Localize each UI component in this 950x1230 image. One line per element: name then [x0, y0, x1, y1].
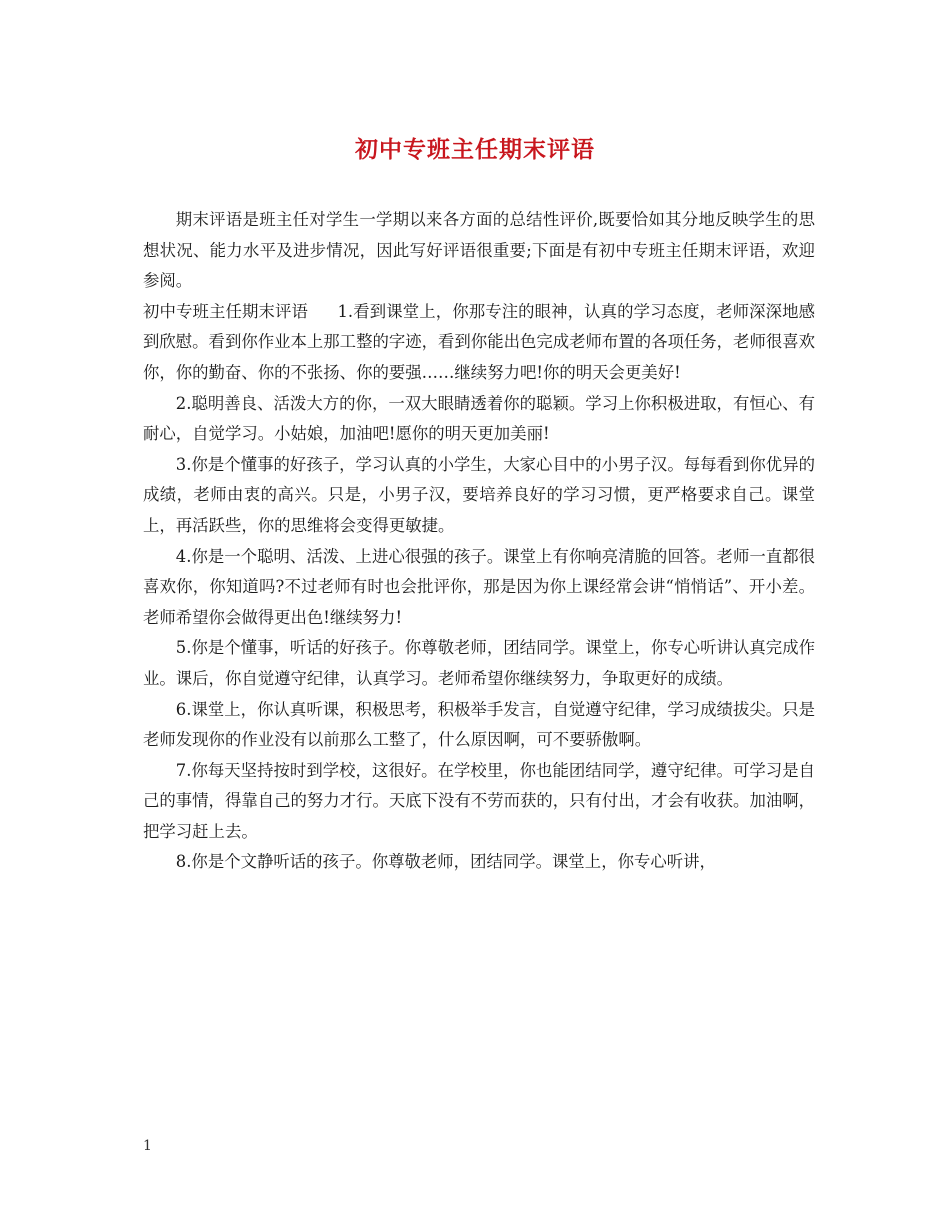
- comment-item-7: 7.你每天坚持按时到学校，这很好。在学校里，你也能团结同学，遵守纪律。可学习是自己的事情，得靠自己的努力才行。天底下没有不劳而获的，只有付出，才会有收获。加油啊，把学习赶上去。: [143, 760, 816, 841]
- comment-item-3: 3.你是个懂事的好孩子，学习认真的小学生，大家心目中的小男子汉。每每看到你优异的成绩，老师由衷的高兴。只是，小男子汉，要培养良好的学习习惯，更严格要求自己。课堂上，再活跃些，你的思维将会变得更敏捷。: [143, 454, 815, 535]
- comment-item-1: 1.看到课堂上，你那专注的眼神，认真的学习态度，老师深深地感到欣慰。看到你作业本上那工整的字迹，看到你能出色完成老师布置的各项任务，老师很喜欢你，你的勤奋、你的不张扬、你的要强……继续努力吧!你的明天会更美好!: [143, 301, 816, 382]
- first-comment-paragraph: [143, 297, 815, 389]
- document-title: 初中专班主任期末评语: [355, 136, 595, 163]
- comment-item-4: 4.你是一个聪明、活泼、上进心很强的孩子。课堂上有你响亮清脆的回答。老师一直都很喜欢你，你知道吗?不过老师有时也会批评你，那是因为你上课经常会讲“悄悄话”、开小差。老师希望你会做得更出色!继续努力!: [143, 546, 815, 627]
- intro-paragraph: 期末评语是班主任对学生一学期以来各方面的总结性评价,既要恰如其分地反映学生的思想状况、能力水平及进步情况，因此写好评语很重要;下面是有初中专班主任期末评语，欢迎参阅。: [143, 210, 815, 291]
- section-heading: 初中专班主任期末评语: [143, 301, 308, 321]
- comment-item-5: 5.你是个懂事，听话的好孩子。你尊敬老师，团结同学。课堂上，你专心听讲认真完成作业。课后，你自觉遵守纪律，认真学习。老师希望你继续努力，争取更好的成绩。: [143, 638, 815, 688]
- page-number: 1: [143, 1138, 152, 1154]
- comment-item-8: 8.你是个文静听话的孩子。你尊敬老师，团结同学。课堂上，你专心听讲，: [175, 852, 716, 872]
- document-body: [143, 205, 815, 878]
- comment-item-6: 6.课堂上，你认真听课，积极思考，积极举手发言，自觉遵守纪律，学习成绩拔尖。只是老师发现你的作业没有以前那么工整了，什么原因啊，可不要骄傲啊。: [143, 699, 815, 750]
- comment-item-2: 2.聪明善良、活泼大方的你，一双大眼睛透着你的聪颖。学习上你积极进取，有恒心、有耐心，自觉学习。小姑娘，加油吧!愿你的明天更加美丽!: [143, 393, 815, 444]
